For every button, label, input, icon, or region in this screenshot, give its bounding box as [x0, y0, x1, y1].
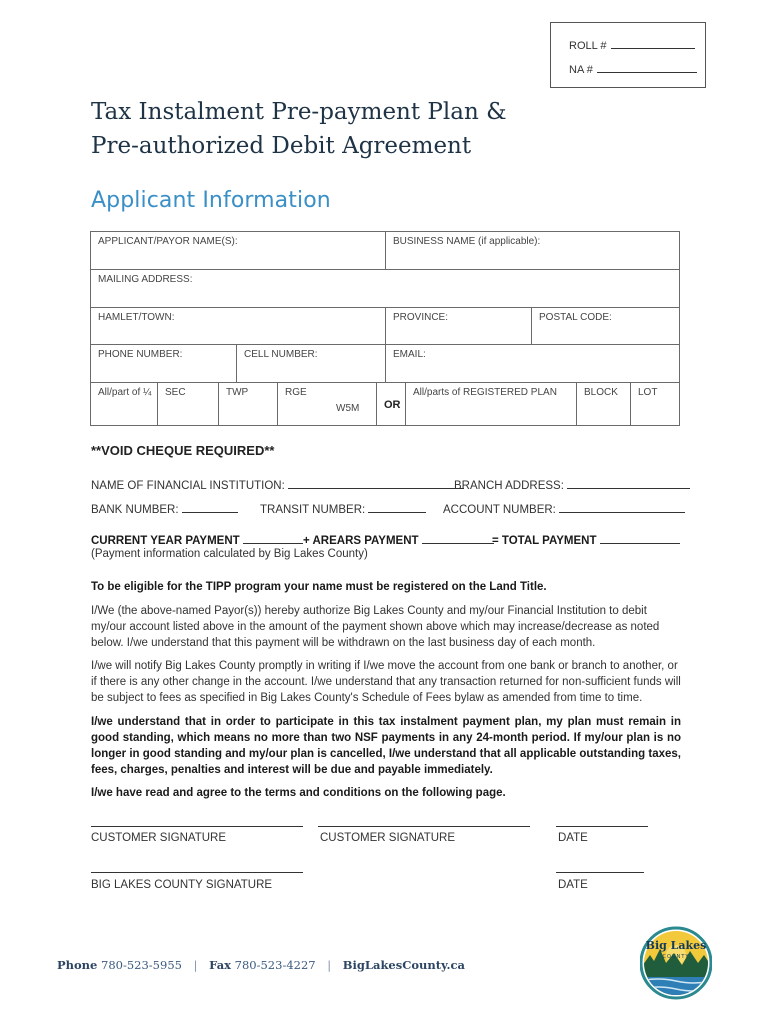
branch-address-label: BRANCH ADDRESS: — [454, 480, 564, 492]
quarter-field[interactable] — [90, 382, 158, 426]
arrears-payment-field[interactable] — [303, 532, 494, 547]
cell-number-field[interactable] — [236, 344, 386, 383]
fax-label: Fax — [209, 958, 231, 972]
province-label: PROVINCE: — [393, 312, 449, 323]
county-logo — [640, 925, 712, 1001]
phone-number-field[interactable] — [90, 344, 237, 383]
website-link[interactable]: BigLakesCounty.ca — [342, 958, 465, 972]
or-separator — [376, 382, 406, 426]
customer-signature-line-2[interactable] — [318, 826, 530, 827]
business-name-field[interactable] — [385, 231, 680, 270]
applicant-name-field[interactable] — [90, 231, 386, 270]
email-label: EMAIL: — [393, 349, 426, 360]
lot-label: LOT — [638, 387, 658, 398]
sec-field[interactable] — [157, 382, 219, 426]
institution-field[interactable] — [91, 477, 464, 492]
mailing-address-label: MAILING ADDRESS: — [98, 274, 193, 285]
rge-label: RGE — [285, 387, 307, 398]
footer-separator: | — [193, 958, 198, 972]
applicant-name-label: APPLICANT/PAYOR NAME(S): — [98, 236, 238, 247]
roll-label: ROLL # — [569, 40, 607, 52]
na-label: NA # — [569, 64, 593, 76]
county-logo-icon — [640, 925, 712, 1001]
section-title: Applicant Information — [91, 188, 331, 213]
footer-separator: | — [327, 958, 332, 972]
lot-field[interactable] — [630, 382, 680, 426]
county-signature-line[interactable] — [91, 872, 303, 873]
logo-text-line-1: Big Lakes — [645, 939, 707, 952]
roll-number-field[interactable] — [569, 38, 695, 52]
applicant-form — [90, 231, 680, 426]
block-field[interactable] — [576, 382, 631, 426]
date-line-1[interactable] — [556, 826, 648, 827]
account-number-label: ACCOUNT NUMBER: — [443, 504, 556, 516]
phone-number-label: PHONE NUMBER: — [98, 349, 183, 360]
registered-plan-label: All/parts of REGISTERED PLAN — [413, 387, 557, 398]
payment-note: (Payment information calculated by Big Lakes County) — [91, 548, 368, 560]
mailing-address-field[interactable] — [90, 269, 680, 308]
institution-label: NAME OF FINANCIAL INSTITUTION: — [91, 480, 285, 492]
authorization-paragraph: I/We (the above-named Payor(s)) hereby authorize Big Lakes County and my/our Financial Institution to debit my/our account listed above in the amount of the payment shown above which may increase/decrease as noted below. I/we understand that this payment will be withdrawn on the last business day of each month. — [91, 605, 660, 649]
eligibility-note: To be eligible for the TIPP program your name must be registered on the Land Title. — [91, 581, 547, 593]
quarter-label: All/part of ¼ — [98, 387, 152, 398]
current-payment-label: CURRENT YEAR PAYMENT — [91, 535, 240, 547]
roll-box — [550, 22, 706, 88]
county-signature-label: BIG LAKES COUNTY SIGNATURE — [91, 879, 273, 891]
email-field[interactable] — [385, 344, 680, 383]
title-line-2: Pre-authorized Debit Agreement — [91, 133, 472, 159]
or-label: OR — [384, 399, 401, 411]
logo-text-line-2: COUNTY — [662, 954, 690, 960]
date-label-2: DATE — [558, 879, 588, 891]
current-year-payment-field[interactable] — [91, 532, 303, 547]
fax-value: 780-523-4227 — [234, 958, 316, 972]
province-field[interactable] — [385, 307, 532, 345]
wsm-label: W5M — [336, 403, 360, 414]
customer-signature-label-1: CUSTOMER SIGNATURE — [91, 832, 227, 844]
agreement-note: I/we have read and agree to the terms and conditions on the following page. — [91, 787, 506, 799]
bank-number-field[interactable] — [91, 501, 238, 516]
footer-contact — [57, 958, 465, 972]
void-cheque-notice: **VOID CHEQUE REQUIRED** — [91, 443, 275, 458]
rge-field[interactable] — [277, 382, 377, 426]
date-label-1: DATE — [558, 832, 588, 844]
phone-label: Phone — [57, 958, 98, 972]
phone-value: 780-523-5955 — [101, 958, 182, 972]
postal-code-field[interactable] — [531, 307, 680, 345]
hamlet-town-label: HAMLET/TOWN: — [98, 312, 175, 323]
total-payment-label: = TOTAL PAYMENT — [492, 535, 597, 547]
transit-number-label: TRANSIT NUMBER: — [260, 504, 366, 516]
registered-plan-field[interactable] — [405, 382, 577, 426]
notification-paragraph: I/we will notify Big Lakes County promptly in writing if I/we move the account from one bank or branch to another, or if there is any other change in the account. I/we understand that any transaction returned for non-sufficient funds will be subject to fees as specified in Big Lakes County's Schedule of Fees bylaw as amended from time to time. — [91, 660, 681, 704]
na-number-field[interactable] — [569, 62, 697, 76]
title-line-1: Tax Instalment Pre-payment Plan & — [91, 99, 507, 125]
customer-signature-line-1[interactable] — [91, 826, 303, 827]
business-name-label: BUSINESS NAME (if applicable): — [393, 236, 541, 247]
cell-number-label: CELL NUMBER: — [244, 349, 318, 360]
transit-number-field[interactable] — [260, 501, 426, 516]
customer-signature-label-2: CUSTOMER SIGNATURE — [320, 832, 456, 844]
total-payment-field[interactable] — [492, 532, 680, 547]
bank-number-label: BANK NUMBER: — [91, 504, 179, 516]
arrears-payment-label: + AREARS PAYMENT — [303, 535, 419, 547]
standing-paragraph: I/we understand that in order to participate in this tax instalment payment plan, my plan must remain in good standing, which means no more than two NSF payments in any 24-month period. If my/our plan is no longer in good standing and my/our plan is cancelled, I/we understand that all applicable outstanding taxes, fees, charges, penalties and interest will be due and payable immediately. — [91, 716, 681, 776]
twp-field[interactable] — [218, 382, 278, 426]
sec-label: SEC — [165, 387, 186, 398]
branch-address-field[interactable] — [454, 477, 690, 492]
postal-code-label: POSTAL CODE: — [539, 312, 612, 323]
block-label: BLOCK — [584, 387, 618, 398]
account-number-field[interactable] — [443, 501, 685, 516]
date-line-2[interactable] — [556, 872, 644, 873]
twp-label: TWP — [226, 387, 249, 398]
hamlet-town-field[interactable] — [90, 307, 386, 345]
page-title — [91, 95, 691, 163]
